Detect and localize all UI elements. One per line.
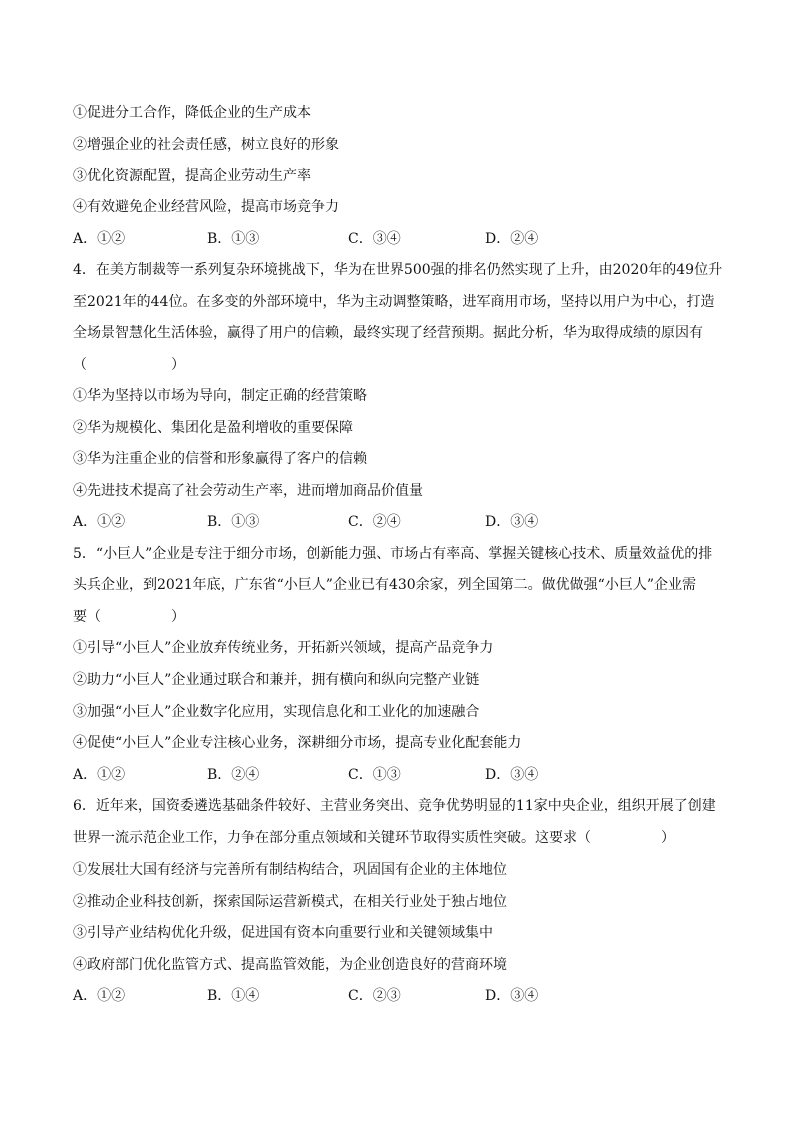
q6-choice-c[interactable]: C．②③ [348, 988, 401, 1004]
q3-choice-b[interactable]: B．①③ [207, 231, 260, 247]
q6-option-1: ①发展壮大国有经济与完善所有制结构结合，巩固国有企业的主体地位 [73, 862, 507, 878]
q5-choice-a[interactable]: A．①② [73, 767, 126, 783]
q6-option-4: ④政府部门优化监管方式、提高监管效能，为企业创造良好的营商环境 [73, 957, 507, 973]
q6-answer-choices [73, 986, 733, 1006]
q6-choice-a[interactable]: A．①② [73, 988, 126, 1004]
q4-option-4: ④先进技术提高了社会劳动生产率，进而增加商品价值量 [73, 483, 423, 499]
q4-option-3: ③华为注重企业的信誉和形象赢得了客户的信赖 [73, 451, 367, 467]
q3-choice-c[interactable]: C．③④ [348, 231, 401, 247]
q3-choice-d[interactable]: D．②④ [485, 231, 539, 247]
q5-answer-choices [73, 765, 733, 785]
q5-choice-b[interactable]: B．②④ [207, 767, 260, 783]
q4-option-2: ②华为规模化、集团化是盈利增收的重要保障 [73, 420, 353, 436]
q4-stem-line-1: 4．在美方制裁等一系列复杂环境挑战下，华为在世界500强的排名仍然实现了上升，由2020年的49位升 [73, 262, 723, 278]
q3-option-3: ③优化资源配置，提高企业劳动生产率 [73, 168, 311, 184]
q5-option-1: ①引导“小巨人”企业放弃传统业务，开拓新兴领域，提高产品竞争力 [73, 640, 494, 656]
q3-choice-a[interactable]: A．①② [73, 231, 126, 247]
q4-option-1: ①华为坚持以市场为导向，制定正确的经营策略 [73, 388, 367, 404]
q4-choice-c[interactable]: C．②④ [348, 514, 401, 530]
q4-stem-line-3: 全场景智慧化生活体验，赢得了用户的信赖，最终实现了经营预期。据此分析，华为取得成绩的原因有 [73, 325, 703, 341]
q5-option-4: ④促使“小巨人”企业专注核心业务，深耕细分市场，提高专业化配套能力 [73, 735, 522, 751]
q6-stem-line-1: 6．近年来，国资委遴选基础条件较好、主营业务突出、竞争优势明显的11家中央企业，组织开展了创建 [73, 798, 716, 814]
q6-choice-b[interactable]: B．①④ [207, 988, 260, 1004]
q5-choice-d[interactable]: D．③④ [485, 767, 539, 783]
q5-option-3: ③加强“小巨人”企业数字化应用，实现信息化和工业化的加速融合 [73, 704, 480, 720]
q5-stem-line-1: 5．“小巨人”企业是专注于细分市场，创新能力强、市场占有率高、掌握关键核心技术、质量效益优的排 [73, 546, 713, 562]
q4-answer-choices [73, 512, 733, 532]
q5-choice-c[interactable]: C．①③ [348, 767, 401, 783]
q6-choice-d[interactable]: D．③④ [485, 988, 539, 1004]
q5-option-2: ②助力“小巨人”企业通过联合和兼并，拥有横向和纵向完整产业链 [73, 672, 480, 688]
q4-choice-a[interactable]: A．①② [73, 514, 126, 530]
q4-choice-b[interactable]: B．①③ [207, 514, 260, 530]
q3-option-1: ①促进分工合作，降低企业的生产成本 [73, 105, 311, 121]
q4-choice-d[interactable]: D．③④ [485, 514, 539, 530]
q4-stem-line-2: 至2021年的44位。在多变的外部环境中，华为主动调整策略，进军商用市场，坚持以用户为中心，打造 [73, 294, 715, 310]
q3-option-4: ④有效避免企业经营风险，提高市场竞争力 [73, 199, 339, 215]
q6-option-2: ②推动企业科技创新，探索国际运营新模式，在相关行业处于独占地位 [73, 894, 507, 910]
q3-option-2: ②增强企业的社会责任感，树立良好的形象 [73, 137, 339, 153]
q6-stem-line-2: 世界一流示范企业工作，力争在部分重点领域和关键环节取得实质性突破。这要求（ ） [73, 830, 675, 846]
q4-answer-blank: （ ） [73, 357, 185, 373]
q5-stem-line-3: 要（ ） [73, 609, 185, 625]
q3-answer-choices [73, 229, 733, 249]
q5-stem-line-2: 头兵企业，到2021年底，广东省“小巨人”企业已有430余家，列全国第二。做优做强“小巨人”企业需 [73, 577, 696, 593]
q6-option-3: ③引导产业结构优化升级，促进国有资本向重要行业和关键领域集中 [73, 925, 493, 941]
